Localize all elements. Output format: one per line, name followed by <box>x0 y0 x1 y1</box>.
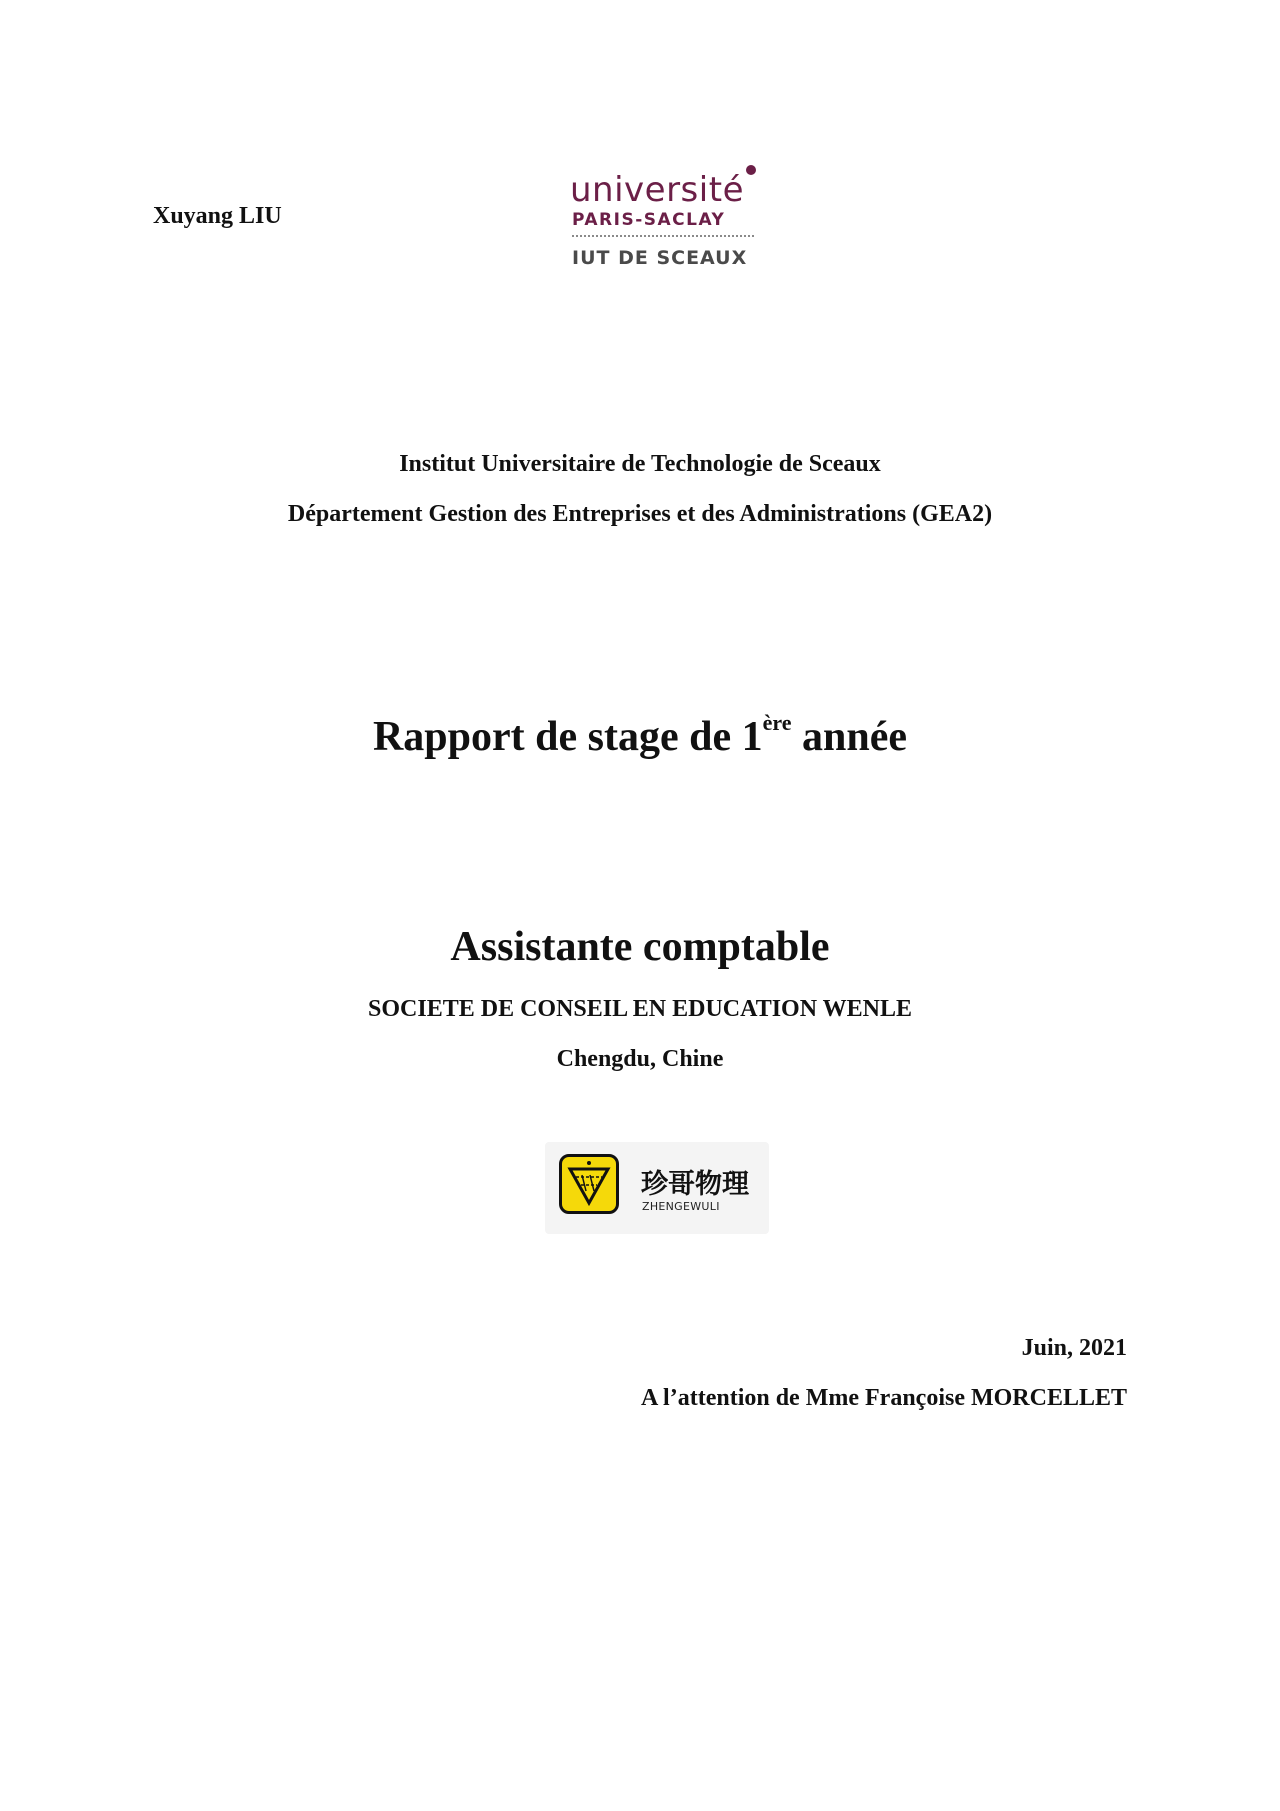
triangle-emblem-icon <box>559 1154 619 1214</box>
report-date: Juin, 2021 <box>1021 1335 1127 1361</box>
university-logo-word <box>570 170 744 210</box>
university-logo <box>570 163 760 273</box>
institution-name: Institut Universitaire de Technologie de Sceaux <box>399 451 881 477</box>
report-title-main: Rapport de stage de 1 <box>372 714 763 760</box>
university-logo-accent: é <box>722 170 744 210</box>
report-title-suffix: année <box>791 714 908 760</box>
report-title-superscript: ère <box>762 710 792 735</box>
university-logo-dot-icon <box>746 165 756 175</box>
department-name: Département Gestion des Entreprises et des Administrations (GEA2) <box>287 501 993 527</box>
company-logo <box>545 1142 769 1234</box>
company-logo-latin-name: ZHENGEWULI <box>642 1200 720 1213</box>
position-title: Assistante comptable <box>450 924 830 970</box>
report-title <box>0 710 1280 761</box>
university-logo-separator <box>572 235 754 237</box>
attention-line: A l’attention de Mme Françoise MORCELLET <box>641 1385 1127 1411</box>
university-logo-lettering: universit <box>570 170 723 210</box>
author-name: Xuyang LIU <box>153 203 282 229</box>
company-logo-chinese-name: 珍哥物理 <box>641 1169 749 1200</box>
company-name: SOCIETE DE CONSEIL EN EDUCATION WENLE <box>368 996 912 1022</box>
university-logo-subtitle: PARIS-SACLAY <box>572 210 726 230</box>
company-location: Chengdu, Chine <box>556 1046 724 1072</box>
university-logo-iut: IUT DE SCEAUX <box>572 247 748 269</box>
